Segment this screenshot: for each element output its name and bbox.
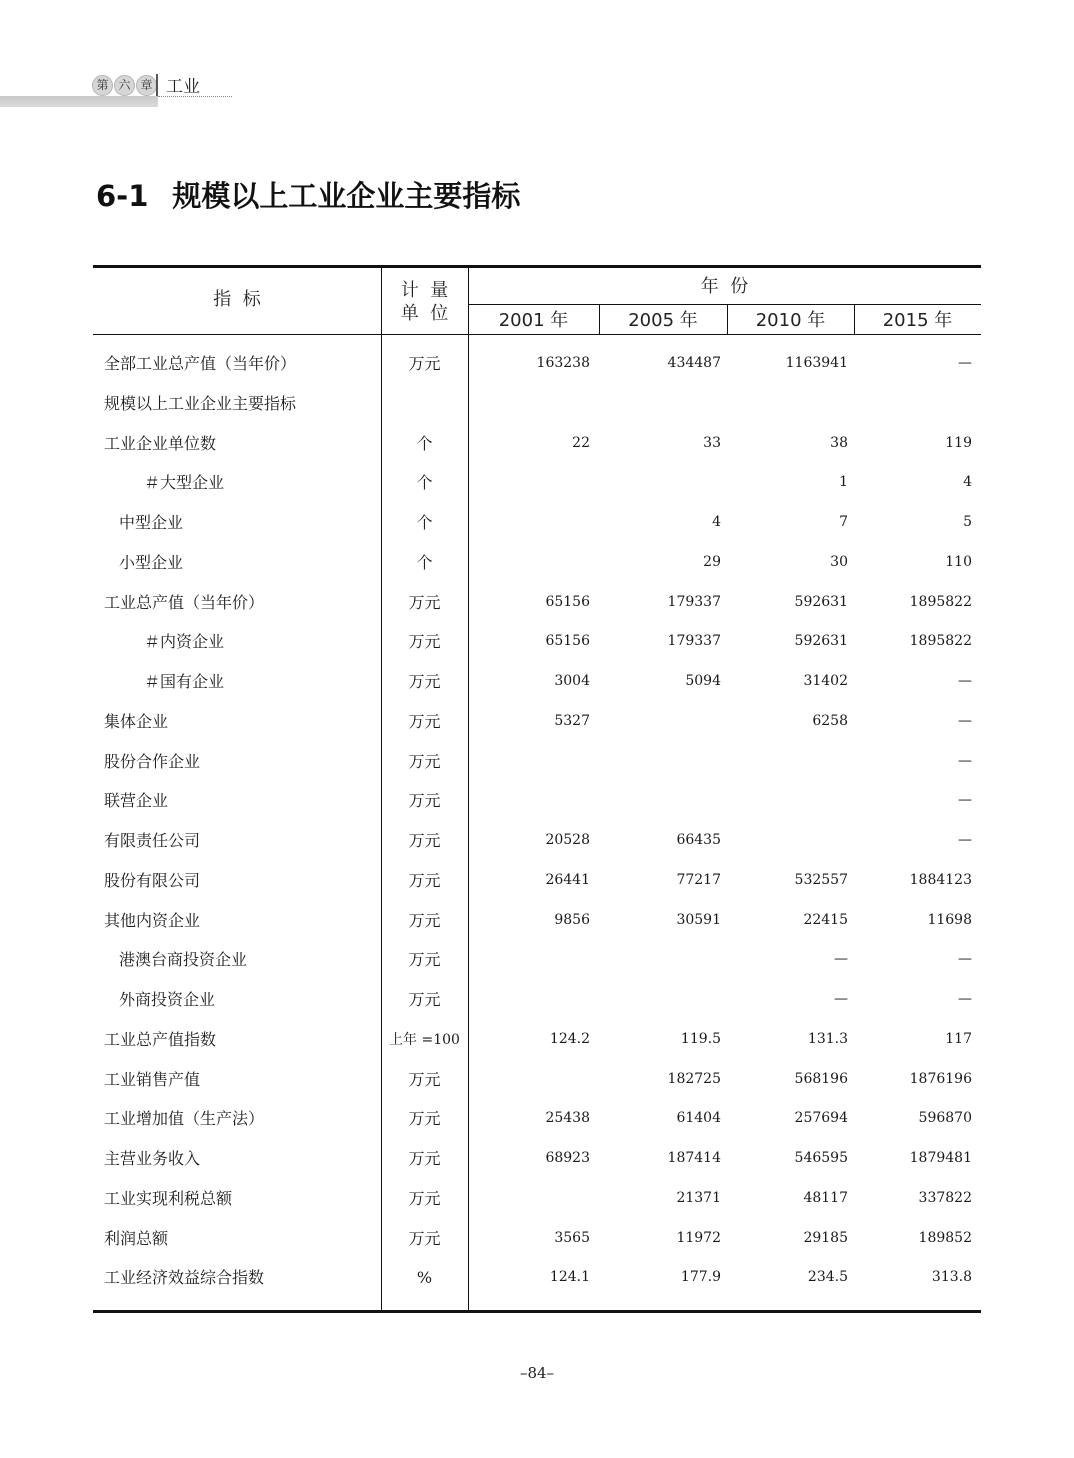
value-cell: 1884123 [909,871,972,888]
value-cell: 77217 [676,871,721,888]
indicator-name: 有限责任公司 [104,831,201,850]
value-cell: 592631 [794,593,848,610]
value-cell: 234.5 [807,1269,848,1286]
value-cell: 22 [572,434,590,451]
value-cell: 434487 [667,355,721,371]
unit-cell: 万元 [408,711,441,731]
value-cell: 189852 [918,1229,972,1246]
value-cell: 1 [839,474,848,491]
value-cell: 1895822 [909,633,972,650]
value-cell: 29185 [803,1229,848,1246]
unit-cell: 个 [416,513,433,532]
unit-cell: 万元 [408,1109,441,1129]
table-row [93,940,981,980]
value-cell: 33 [703,434,721,451]
value-cell: 68923 [545,1150,590,1166]
value-cell: — [834,951,848,968]
value-cell: 5 [963,514,972,530]
unit-cell: 万元 [408,791,441,811]
unit-cell: 万元 [408,870,441,890]
indicator-name: 工业实现利税总额 [104,1188,233,1208]
indicator-name: 主营业务收入 [104,1149,201,1168]
value-cell: 179337 [667,593,721,610]
indicator-name: 工业经济效益综合指数 [104,1268,265,1288]
indicator-name: 工业总产值指数 [104,1029,217,1049]
unit-cell: 万元 [408,950,441,970]
unit-cell: 万元 [408,1149,441,1168]
table-row [93,1060,981,1100]
table-row [93,1258,981,1298]
indicator-name: 小型企业 [119,552,184,572]
chapter-badge [92,74,157,96]
indicator-name: 工业增加值（生产法） [104,1109,265,1129]
value-cell: 11972 [676,1229,721,1246]
value-cell: 22415 [803,911,848,928]
value-cell: — [958,832,972,848]
value-cell: 110 [945,553,972,570]
value-cell: 29 [703,553,721,570]
unit-cell: 万元 [408,592,441,612]
table-row [93,980,981,1020]
indicator-name: ＃内资企业 [144,632,225,652]
unit-cell: 万元 [408,632,441,652]
value-cell: — [834,991,848,1007]
table-title: 规模以上工业企业主要指标 [172,179,521,213]
value-cell: 4 [963,474,972,491]
table-row [93,622,981,662]
indicator-name: 工业销售产值 [104,1069,201,1089]
header-separator [156,74,158,96]
unit-cell: 万元 [408,1188,441,1208]
value-cell: 546595 [794,1150,848,1166]
header-dotted-line [158,96,232,97]
chapter-char: 第 [92,75,113,96]
chapter-char: 六 [114,75,135,96]
value-cell: 31402 [803,673,848,689]
header-years-group: 年 份 [700,276,749,297]
indicator-name: 外商投资企业 [119,990,216,1009]
value-cell: 30591 [676,911,721,928]
value-cell: 26441 [545,871,590,888]
indicator-name: 规模以上工业企业主要指标 [104,393,297,413]
table-row [93,1219,981,1259]
indicator-name: 股份合作企业 [104,751,201,771]
value-cell: 9856 [554,911,590,928]
table-row [93,344,981,384]
indicator-name: ＃大型企业 [144,473,225,493]
table-row [93,702,981,742]
page-title [96,174,520,215]
value-cell: 1163941 [785,355,848,371]
value-cell: 592631 [794,633,848,650]
value-cell: 163238 [536,355,590,371]
indicator-name: ＃国有企业 [144,672,225,691]
indicator-name: 利润总额 [104,1228,169,1248]
value-cell: 5327 [554,712,590,729]
table-row [93,1099,981,1139]
unit-cell: 万元 [408,1069,441,1089]
value-cell: 20528 [545,832,590,848]
chapter-char: 章 [136,75,157,96]
table-row [93,1179,981,1219]
header-bottom-rule [93,334,981,335]
indicator-name: 其他内资企业 [104,910,201,930]
value-cell: — [958,673,972,689]
value-cell: 30 [830,553,848,570]
value-cell: 257694 [794,1110,848,1127]
value-cell: 21371 [676,1189,721,1206]
header-year: 2010 年 [755,310,826,331]
value-cell: 182725 [667,1070,721,1087]
indicator-name: 工业总产值（当年价） [104,592,265,612]
table-row [93,1020,981,1060]
table-row [93,424,981,464]
value-cell: 48117 [803,1189,848,1206]
value-cell: 3565 [554,1229,590,1246]
value-cell: 65156 [545,633,590,650]
table-row [93,543,981,583]
value-cell: 66435 [676,832,721,848]
table-row [93,384,981,424]
value-cell: 177.9 [680,1269,721,1286]
value-cell: — [958,991,972,1007]
value-cell: 596870 [918,1110,972,1127]
indicator-name: 工业企业单位数 [104,433,217,453]
table-row [93,583,981,623]
value-cell: 1876196 [909,1070,972,1087]
indicator-name: 联营企业 [104,791,169,811]
unit-cell: 个 [416,473,433,493]
table-row [93,781,981,821]
unit-cell: 万元 [408,990,441,1009]
value-cell: — [958,712,972,729]
indicator-name: 中型企业 [119,513,184,532]
header-unit-line1: 计 量 [400,280,449,301]
header-bar [0,96,158,107]
unit-cell: 万元 [408,354,441,373]
value-cell: — [958,951,972,968]
table-row [93,463,981,503]
value-cell: 1895822 [909,593,972,610]
table-number: 6-1 [96,179,149,213]
unit-cell: 个 [416,433,433,453]
value-cell: 6258 [812,712,848,729]
value-cell: 187414 [667,1150,721,1166]
header-indicator: 指 标 [213,289,261,310]
header-unit-line2: 单 位 [400,303,449,324]
table-row [93,662,981,702]
value-cell: 117 [945,1030,972,1047]
page-number: –84– [519,1364,555,1382]
header-year: 2001 年 [498,310,569,331]
value-cell: 61404 [676,1110,721,1127]
unit-cell: 万元 [408,672,441,691]
table-row [93,901,981,941]
indicator-name: 港澳台商投资企业 [119,950,248,970]
value-cell: 119.5 [680,1030,721,1047]
unit-cell: 万元 [408,751,441,771]
indicator-name: 股份有限公司 [104,870,201,890]
unit-cell: 万元 [408,910,441,930]
header-year: 2015 年 [882,310,953,331]
unit-cell: 上年 =100 [389,1031,460,1048]
table-row [93,503,981,543]
value-cell: 3004 [554,673,590,689]
unit-cell: 万元 [408,831,441,850]
table-row [93,861,981,901]
value-cell: 337822 [918,1189,972,1206]
value-cell: 1879481 [909,1150,972,1166]
value-cell [93,384,972,422]
value-cell: 119 [945,434,972,451]
table-row [93,1139,981,1179]
value-cell: 25438 [545,1110,590,1127]
value-cell: 38 [830,434,848,451]
unit-cell: % [416,1268,433,1288]
value-cell: 4 [712,514,721,530]
unit-cell: 万元 [408,1228,441,1248]
header-year: 2005 年 [628,310,698,331]
value-cell: — [958,792,972,809]
value-cell: 124.2 [549,1030,590,1047]
indicator-name: 集体企业 [104,711,169,731]
table-row [93,821,981,861]
value-cell: 131.3 [807,1030,848,1047]
years-group-rule [468,304,981,305]
table-top-rule [93,265,981,268]
value-cell: 124.1 [549,1269,590,1286]
unit-cell: 个 [416,552,433,572]
value-cell: — [958,752,972,769]
section-title: 工业 [166,77,200,97]
value-cell: 11698 [927,911,972,928]
value-cell: 65156 [545,593,590,610]
value-cell: 532557 [794,871,848,888]
value-cell: 313.8 [931,1269,972,1286]
value-cell: 568196 [794,1070,848,1087]
indicator-name: 全部工业总产值（当年价） [104,354,297,373]
table-row [93,742,981,782]
value-cell: 7 [839,514,848,530]
table-bottom-rule [93,1310,981,1313]
value-cell: — [958,355,972,371]
value-cell: 5094 [685,673,721,689]
indicator-table [93,265,981,1315]
value-cell: 179337 [667,633,721,650]
